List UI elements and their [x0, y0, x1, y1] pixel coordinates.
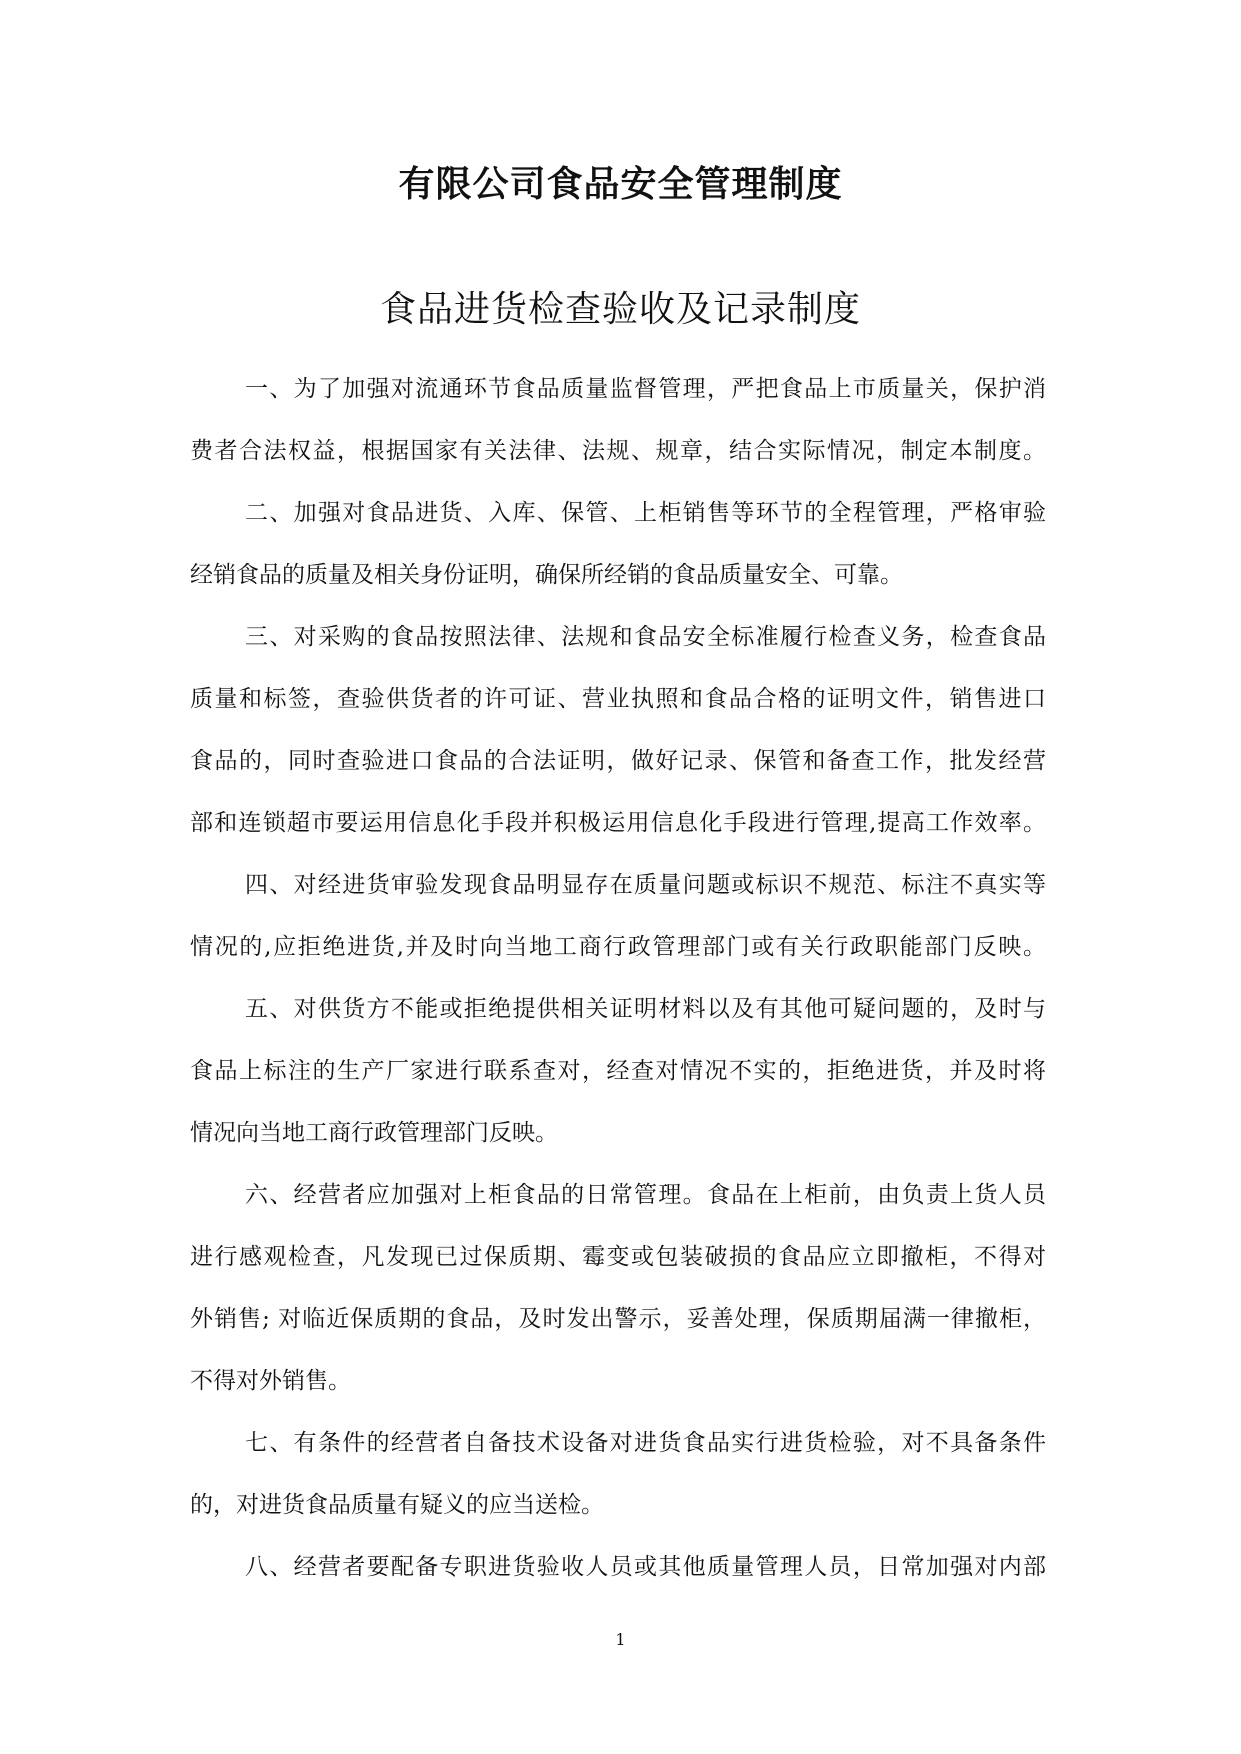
section-title: 食品进货检查验收及记录制度 [379, 289, 861, 330]
paragraph-line: 二、加强对食品进货、入库、保管、上柜销售等环节的全程管理，严格审验 [245, 500, 1046, 526]
paragraph-line: 一、为了加强对流通环节食品质量监督管理，严把食品上市质量关，保护消 [245, 376, 1046, 402]
paragraph-line: 三、对采购的食品按照法律、法规和食品安全标准履行检查义务，检查食品 [245, 624, 1046, 650]
paragraph-line: 进行感观检查，凡发现已过保质期、霉变或包装破损的食品应立即撤柜，不得对 [190, 1244, 1046, 1270]
paragraph-line: 不得对外销售。 [190, 1368, 351, 1394]
paragraph-line: 情况的,应拒绝进货,并及时向当地工商行政管理部门或有关行政职能部门反映。 [190, 934, 1046, 960]
paragraph-line: 质量和标签，查验供货者的许可证、营业执照和食品合格的证明文件，销售进口 [190, 686, 1046, 712]
paragraph-line: 费者合法权益，根据国家有关法律、法规、规章，结合实际情况，制定本制度。 [190, 438, 1046, 464]
paragraph-line: 外销售; 对临近保质期的食品，及时发出警示，妥善处理，保质期届满一律撤柜， [190, 1306, 1046, 1332]
paragraph-line: 七、有条件的经营者自备技术设备对进货食品实行进货检验，对不具备条件 [245, 1430, 1046, 1456]
paragraph-line: 六、经营者应加强对上柜食品的日常管理。食品在上柜前，由负责上货人员 [245, 1182, 1046, 1208]
paragraph-line: 部和连锁超市要运用信息化手段并积极运用信息化手段进行管理,提高工作效率。 [190, 810, 1046, 836]
paragraph-line: 四、对经进货审验发现食品明显存在质量问题或标识不规范、标注不真实等 [245, 872, 1046, 898]
paragraph-line: 五、对供货方不能或拒绝提供相关证明材料以及有其他可疑问题的，及时与 [245, 996, 1046, 1022]
paragraph-line: 食品的，同时查验进口食品的合法证明，做好记录、保管和备查工作，批发经营 [190, 748, 1046, 774]
paragraph-line: 经销食品的质量及相关身份证明，确保所经销的食品质量安全、可靠。 [190, 562, 903, 588]
paragraph-line: 八、经营者要配备专职进货验收人员或其他质量管理人员，日常加强对内部 [245, 1554, 1046, 1580]
page-number: 1 [615, 1630, 626, 1649]
document-title: 有限公司食品安全管理制度 [398, 164, 843, 205]
paragraph-line: 食品上标注的生产厂家进行联系查对，经查对情况不实的，拒绝进货，并及时将 [190, 1058, 1046, 1084]
paragraph-line: 情况向当地工商行政管理部门反映。 [190, 1120, 558, 1146]
paragraph-line: 的，对进货食品质量有疑义的应当送检。 [190, 1492, 604, 1518]
